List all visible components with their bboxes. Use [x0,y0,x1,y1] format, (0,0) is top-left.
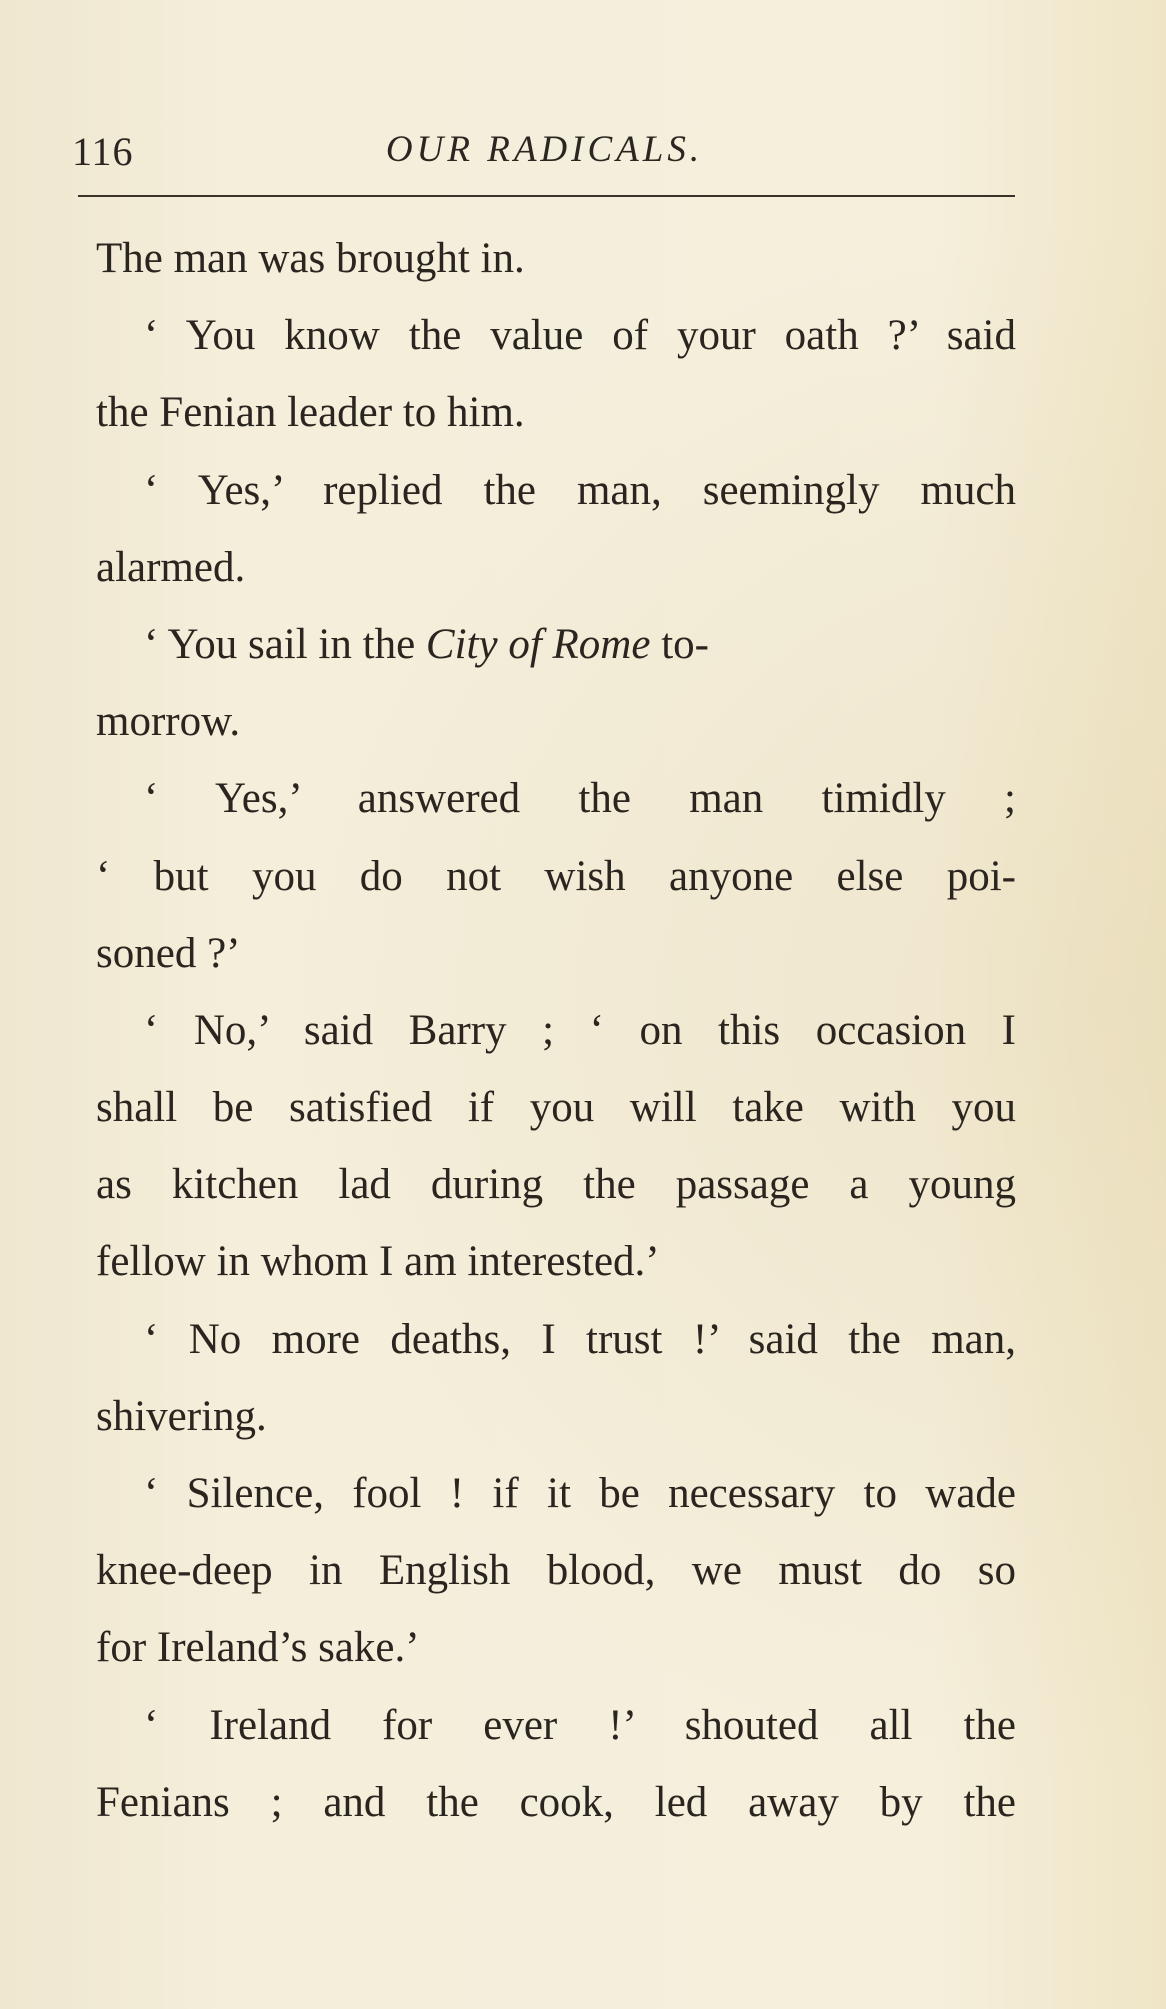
page-number: 116 [72,129,134,174]
text-line: soned ?’ [96,929,241,977]
text-line: ‘ Yes,’ replied the man, seemingly much [144,466,1016,514]
text-line: ‘ No,’ said Barry ; ‘ on this occasion I [144,1006,1016,1054]
text-line: ‘ Yes,’ answered the man timidly ; [144,775,1016,823]
text-line: ‘ Ireland for ever !’ shouted all the [144,1701,1016,1749]
text-line: ‘ but you do not wish anyone else poi- [96,852,1016,900]
text-line [96,606,1016,683]
text-line: morrow. [96,698,241,746]
text-line: knee-deep in English blood, we must do so [96,1547,1016,1595]
text-line: alarmed. [96,543,246,591]
text-line: ‘ Silence, fool ! if it be necessary to wade [144,1470,1016,1517]
text-line: The man was brought in. [96,235,525,282]
text-segment: to- [650,620,709,668]
page-header [72,128,1017,178]
ship-name: City of Rome [425,620,651,668]
running-title: OUR RADICALS. [385,129,704,170]
text-segment: ‘ You sail in the [144,620,416,668]
header-rule [78,195,1015,197]
text-line: shall be satisfied if you will take with you [96,1084,1016,1132]
text-line: Fenians ; and the cook, led away by the [96,1778,1016,1826]
text-line: the Fenian leader to him. [96,389,525,437]
text-line: for Ireland’s sake.’ [96,1624,420,1672]
body-text [96,220,1016,1841]
text-line: fellow in whom I am interested.’ [96,1238,660,1286]
text-line: as kitchen lad during the passage a young [96,1161,1016,1209]
text-line: ‘ You know the value of your oath ?’ said [144,312,1016,360]
text-line: ‘ No more deaths, I trust !’ said the man, [144,1315,1016,1363]
text-line: shivering. [96,1392,267,1440]
